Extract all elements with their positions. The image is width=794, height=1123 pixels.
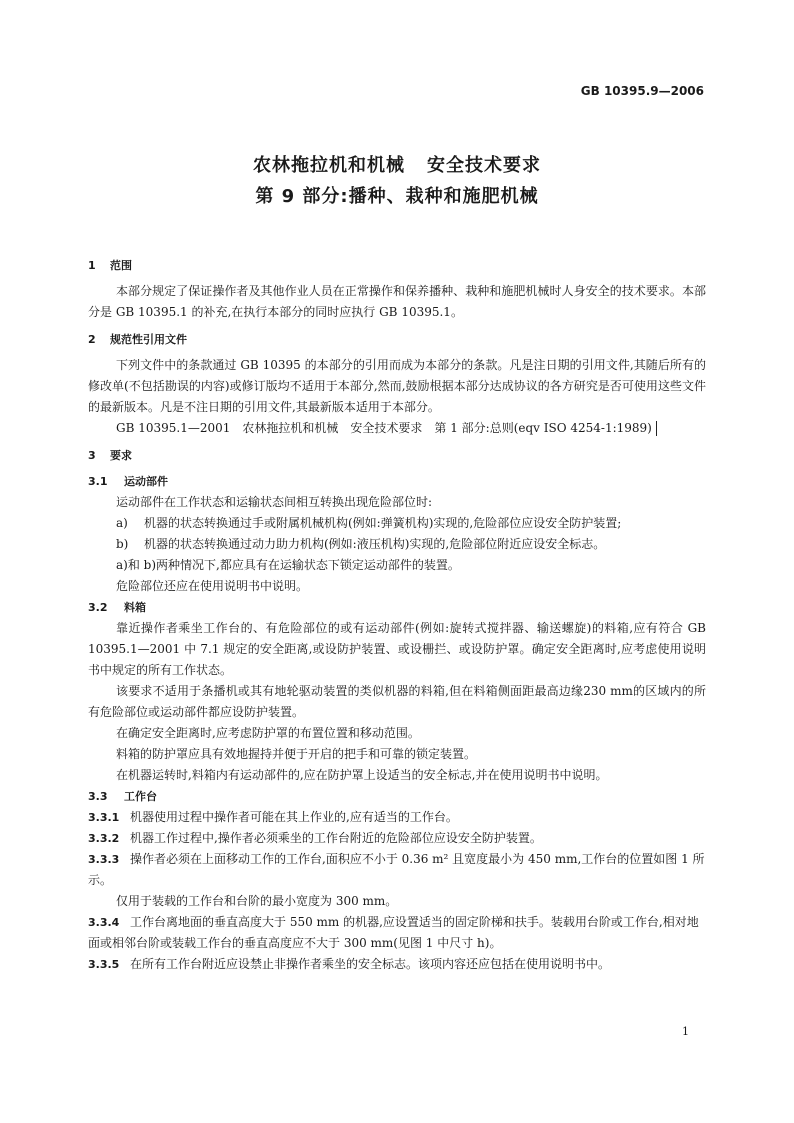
list-item — [88, 513, 706, 534]
paragraph: 仅用于装载的工作台和台阶的最小宽度为 300 mm。 — [116, 894, 398, 908]
clause — [88, 954, 706, 975]
paragraph: 靠近操作者乘坐工作台的、有危险部位的或有运动部件(例如:旋转式搅拌器、输送螺旋)的料箱,应有符合 GB 10395.1—2001 中 7.1 规定的安全距离,或设防护装置、或设栅拦、或设防护罩。确定安全距离时,应考虑使用说明书中规定的所有工作状态。 — [88, 621, 706, 677]
reference-text: GB 10395.1—2001 农林拖拉机和机械 安全技术要求 第 1 部分:总则(eqv ISO 4254-1:1989) — [116, 421, 652, 435]
paragraph: 该要求不适用于条播机或其有地轮驱动装置的类似机器的料箱,但在料箱侧面距最高边缘230 mm的区域内的所有危险部位或运动部件都应设防护装置。 — [88, 684, 706, 719]
subsection-title: 料箱 — [124, 601, 146, 614]
page-number: 1 — [682, 1025, 689, 1038]
list-label: b) — [116, 537, 129, 551]
clause-text: 机器工作过程中,操作者必须乘坐的工作台附近的危险部位应设安全防护装置。 — [130, 831, 542, 845]
title-part-a: 农林拖拉机和机械 — [253, 155, 405, 176]
list-text: 机器的状态转换通过手或附属机械机构(例如:弹簧机构)实现的,危险部位应设安全防护装置; — [144, 516, 622, 530]
clause — [88, 807, 706, 828]
paragraph: a)和 b)两种情况下,都应具有在运输状态下锁定运动部件的装置。 — [116, 558, 460, 572]
normative-reference — [88, 418, 706, 439]
subsection-title: 运动部件 — [124, 475, 168, 488]
subsection-heading — [88, 597, 706, 618]
section-title: 范围 — [110, 259, 132, 272]
list-label: a) — [116, 516, 128, 530]
clause — [88, 828, 706, 849]
section-heading — [88, 255, 706, 276]
paragraph: 在确定安全距离时,应考虑防护罩的布置位置和移动范围。 — [116, 726, 420, 740]
clause-text: 操作者必须在上面移动工作的工作台,面积应不小于 0.36 m² 且宽度最小为 450 mm,工作台的位置如图 1 所示。 — [88, 852, 705, 887]
clause — [88, 912, 706, 954]
section-number: 3 — [88, 449, 96, 462]
change-bar — [656, 421, 657, 436]
clause-number: 3.3.2 — [88, 832, 120, 845]
standard-number: GB 10395.9—2006 — [580, 84, 704, 98]
subsection-heading — [88, 786, 706, 807]
clause-number: 3.3.4 — [88, 916, 120, 929]
subsection-title: 工作台 — [124, 790, 157, 803]
clause-text: 在所有工作台附近应设禁止非操作者乘坐的安全标志。该项内容还应包括在使用说明书中。 — [130, 957, 611, 971]
paragraph: 在机器运转时,料箱内有运动部件的,应在防护罩上设适当的安全标志,并在使用说明书中说明。 — [116, 768, 608, 782]
section-heading — [88, 445, 706, 466]
paragraph: 运动部件在工作状态和运输状态间相互转换出现危险部位时: — [116, 495, 433, 509]
title-part-b: 安全技术要求 — [427, 155, 541, 176]
subsection-heading — [88, 471, 706, 492]
subsection-number: 3.1 — [88, 475, 108, 488]
section-number: 1 — [88, 259, 96, 272]
clause-number: 3.3.5 — [88, 958, 120, 971]
section-title: 要求 — [110, 449, 132, 462]
list-item — [88, 534, 706, 555]
paragraph: 料箱的防护罩应具有效地握持并便于开启的把手和可靠的锁定装置。 — [116, 747, 477, 761]
section-title: 规范性引用文件 — [110, 333, 187, 346]
clause-text: 工作台离地面的垂直高度大于 550 mm 的机器,应设置适当的固定阶梯和扶手。装载用台阶或工作台,相对地面或相邻台阶或装载工作台的垂直高度应不大于 300 mm(见图 1 中尺寸 h)。 — [88, 915, 699, 950]
paragraph: 下列文件中的条款通过 GB 10395 的本部分的引用而成为本部分的条款。凡是注日期的引用文件,其随后所有的修改单(不包括勘误的内容)或修订版均不适用于本部分,然而,鼓励根据本部分达成协议的各方研究是否可使用这些文件的最新版本。凡是不注日期的引用文件,其最新版本适用于本部分。 — [88, 358, 706, 414]
document-title-line1 — [0, 151, 794, 177]
list-text: 机器的状态转换通过动力助力机构(例如:液压机构)实现的,危险部位附近应设安全标志。 — [144, 537, 606, 551]
section-number: 2 — [88, 333, 96, 346]
clause-text: 机器使用过程中操作者可能在其上作业的,应有适当的工作台。 — [130, 810, 458, 824]
document-title-line2: 第 9 部分:播种、栽种和施肥机械 — [255, 186, 539, 207]
subsection-number: 3.3 — [88, 790, 108, 803]
section-heading — [88, 329, 706, 350]
clause-number: 3.3.1 — [88, 811, 120, 824]
document-body — [88, 249, 706, 975]
clause — [88, 849, 706, 891]
subsection-number: 3.2 — [88, 601, 108, 614]
paragraph: 本部分规定了保证操作者及其他作业人员在正常操作和保养播种、栽种和施肥机械时人身安全的技术要求。本部分是 GB 10395.1 的补充,在执行本部分的同时应执行 GB 10395.1。 — [88, 284, 706, 319]
paragraph: 危险部位还应在使用说明书中说明。 — [116, 579, 309, 593]
clause-number: 3.3.3 — [88, 853, 120, 866]
